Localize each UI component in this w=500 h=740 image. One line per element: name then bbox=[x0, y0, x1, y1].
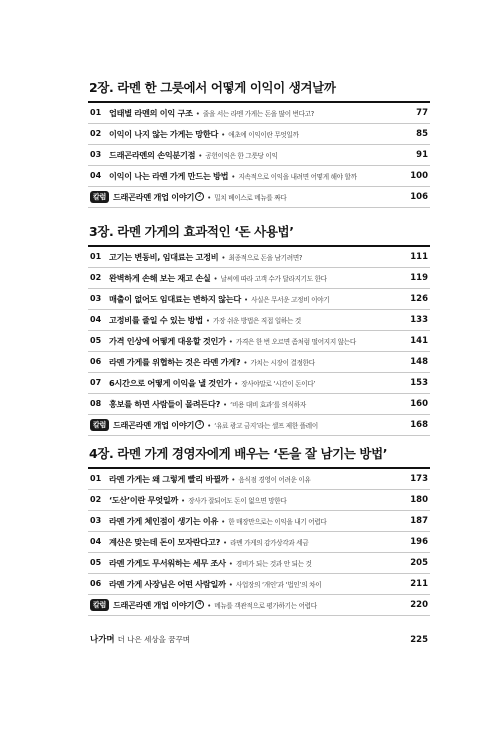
bullet-separator: • bbox=[205, 317, 211, 325]
entry-number: 04 bbox=[90, 315, 102, 324]
entry-title: 드래곤라멘의 손익분기점 bbox=[109, 150, 196, 160]
page-number: 196 bbox=[410, 537, 428, 547]
entry-subtitle: 가격은 한 번 오르면 좀처럼 떨어지지 않는다 bbox=[235, 338, 356, 346]
chapter-title: 2장. 라멘 한 그릇에서 어떻게 이익이 생겨날까 bbox=[89, 80, 336, 95]
page-number: 180 bbox=[410, 495, 428, 505]
entry-number: 05 bbox=[90, 336, 102, 345]
page-number: 91 bbox=[416, 150, 428, 160]
entry-number: 02 bbox=[90, 495, 102, 504]
column-badge: 칼럼 bbox=[90, 419, 109, 431]
toc-entry[interactable] bbox=[88, 289, 430, 310]
entry-subtitle: 장사야말로 ‘시간이 돈이다’ bbox=[241, 380, 316, 388]
page-number: 168 bbox=[410, 420, 428, 430]
bullet-separator: • bbox=[221, 518, 226, 526]
entry-title: 라멘 가게 사장님은 어떤 사람일까 bbox=[109, 579, 226, 589]
bullet-separator: • bbox=[195, 110, 200, 118]
toc-entry[interactable] bbox=[88, 124, 430, 145]
bullet-separator: • bbox=[221, 254, 226, 262]
entry-title: 매출이 없어도 임대료는 변하지 않는다 bbox=[109, 294, 241, 304]
toc-entry[interactable] bbox=[88, 310, 430, 331]
entry-title: 라멘 가게 체인점이 생기는 이유 bbox=[109, 516, 219, 526]
column-title: 드래곤라멘 개업 이야기 bbox=[112, 192, 195, 202]
chapter-3 bbox=[88, 222, 430, 436]
column-entry[interactable] bbox=[88, 595, 430, 616]
column-subtitle: ‘유료 광고 금지’라는 셀프 제한 플레이 bbox=[214, 422, 318, 430]
entry-number: 04 bbox=[90, 537, 102, 546]
bullet-separator: • bbox=[207, 194, 212, 202]
page-number: 126 bbox=[410, 294, 428, 304]
chapter-4 bbox=[88, 444, 430, 616]
column-badge: 칼럼 bbox=[90, 599, 109, 611]
page-number: 106 bbox=[410, 192, 428, 202]
page-number: 100 bbox=[410, 171, 428, 181]
page-number: 148 bbox=[410, 357, 428, 367]
page-number: 77 bbox=[416, 108, 428, 118]
toc-entry[interactable] bbox=[88, 469, 430, 490]
bullet-separator: • bbox=[223, 539, 228, 547]
bullet-separator: • bbox=[231, 173, 236, 181]
toc-entry[interactable] bbox=[88, 145, 430, 166]
bullet-separator: • bbox=[231, 476, 236, 484]
entry-number: 07 bbox=[90, 378, 102, 387]
entry-number: 02 bbox=[90, 273, 102, 282]
circled-number: 2 bbox=[195, 192, 204, 201]
bullet-separator: • bbox=[243, 296, 249, 304]
column-title: 드래곤라멘 개업 이야기 bbox=[112, 420, 195, 430]
entry-title: 라멘 가게도 무서워하는 세무 조사 bbox=[109, 558, 226, 568]
entry-subtitle: 줄을 서는 라멘 가게는 돈을 많이 번다고? bbox=[202, 110, 314, 118]
entry-subtitle: 한 매장만으로는 이익을 내기 어렵다 bbox=[228, 518, 327, 526]
column-subtitle: 메뉴를 객관적으로 평가하기는 어렵다 bbox=[214, 602, 317, 610]
circled-number: 3 bbox=[195, 420, 204, 429]
chapter-2 bbox=[88, 78, 430, 208]
column-subtitle: 밀치 베이스로 메뉴를 짜다 bbox=[214, 194, 287, 202]
toc-entry[interactable] bbox=[88, 553, 430, 574]
entry-subtitle: 최종적으로 돈을 남기려면? bbox=[228, 254, 303, 262]
column-title: 드래곤라멘 개업 이야기 bbox=[112, 600, 195, 610]
entry-subtitle: 경비가 되는 것과 안 되는 것 bbox=[235, 560, 312, 568]
entry-number: 04 bbox=[90, 171, 102, 180]
entry-title: 이익이 나지 않는 가게는 망한다 bbox=[109, 129, 219, 139]
page-number: 153 bbox=[410, 378, 428, 388]
page-number: 133 bbox=[410, 315, 428, 325]
bullet-separator: • bbox=[234, 380, 239, 388]
toc-entry[interactable] bbox=[88, 331, 430, 352]
epilogue-title: 더 나은 세상을 꿈꾸며 bbox=[117, 635, 190, 644]
entry-subtitle: 음식점 경영이 어려운 이유 bbox=[238, 476, 311, 484]
entry-number: 06 bbox=[90, 357, 102, 366]
entry-number: 01 bbox=[90, 108, 102, 117]
page-number: 85 bbox=[416, 129, 428, 139]
entry-title: 가격 인상에 어떻게 대응할 것인가 bbox=[109, 336, 226, 346]
entry-subtitle: 날씨에 따라 고객 수가 달라지기도 한다 bbox=[220, 275, 327, 283]
bullet-separator: • bbox=[228, 560, 233, 568]
page-number: 225 bbox=[410, 635, 428, 645]
bullet-separator: • bbox=[221, 131, 226, 139]
entry-number: 02 bbox=[90, 129, 102, 138]
bullet-separator: • bbox=[213, 275, 218, 283]
entry-subtitle: 가치는 시장이 결정한다 bbox=[250, 359, 315, 367]
entry-title: 이익이 나는 라멘 가게 만드는 방법 bbox=[109, 171, 229, 181]
page-number: 111 bbox=[410, 252, 428, 262]
column-entry[interactable] bbox=[88, 415, 430, 436]
page-number: 160 bbox=[410, 399, 428, 409]
toc-entry[interactable] bbox=[88, 166, 430, 187]
entry-number: 06 bbox=[90, 579, 102, 588]
entry-title: 고정비를 줄일 수 있는 방법 bbox=[109, 315, 203, 325]
page-number: 211 bbox=[410, 579, 428, 589]
bullet-separator: • bbox=[198, 152, 203, 160]
page-number: 187 bbox=[410, 516, 428, 526]
page-number: 220 bbox=[410, 600, 428, 610]
entry-number: 03 bbox=[90, 150, 102, 159]
entry-title: 완벽하게 손해 보는 재고 손실 bbox=[109, 273, 211, 283]
toc-entry[interactable] bbox=[88, 394, 430, 415]
column-entry[interactable] bbox=[88, 187, 430, 208]
toc-entry[interactable] bbox=[88, 511, 430, 532]
epilogue-entry[interactable] bbox=[88, 630, 430, 650]
page-number: 141 bbox=[410, 336, 428, 346]
entry-subtitle: 사업장의 ‘개인’과 ‘법인’의 차이 bbox=[235, 581, 322, 589]
entry-subtitle: 라멘 가게의 감가상각과 세금 bbox=[230, 539, 309, 547]
entry-subtitle: 사실은 무서운 고정비 이야기 bbox=[251, 296, 330, 304]
toc-entry[interactable] bbox=[88, 247, 430, 268]
toc-entry[interactable] bbox=[88, 532, 430, 553]
entry-subtitle: 장사가 잘되어도 돈이 없으면 망한다 bbox=[188, 497, 287, 505]
toc-entry[interactable] bbox=[88, 268, 430, 289]
entry-title: 라멘 가게는 왜 그렇게 빨리 바뀔까 bbox=[109, 474, 229, 484]
entry-number: 03 bbox=[90, 516, 102, 525]
entry-title: 홍보를 하면 사람들이 몰려든다? bbox=[109, 399, 221, 409]
entry-number: 01 bbox=[90, 252, 102, 261]
circled-number: 4 bbox=[195, 600, 204, 609]
bullet-separator: • bbox=[223, 401, 228, 409]
entry-subtitle: 공헌이익은 한 그릇당 이익 bbox=[205, 152, 278, 160]
bullet-separator: • bbox=[207, 602, 212, 610]
entry-subtitle: 애초에 이익이란 무엇일까 bbox=[228, 131, 299, 139]
column-badge: 칼럼 bbox=[90, 191, 109, 203]
entry-title: 6시간으로 어떻게 이익을 낼 것인가 bbox=[109, 378, 232, 388]
entry-number: 05 bbox=[90, 558, 102, 567]
entry-subtitle: 가장 쉬운 방법은 직접 일하는 것 bbox=[213, 317, 301, 325]
entry-title: ‘도산’이란 무엇일까 bbox=[109, 495, 179, 505]
epilogue-label: 나가며 bbox=[90, 635, 115, 645]
entry-subtitle: 지속적으로 이익을 내려면 어떻게 해야 할까 bbox=[238, 173, 357, 181]
entry-title: 업태별 라멘의 이익 구조 bbox=[109, 108, 193, 118]
toc-entry[interactable] bbox=[88, 490, 430, 511]
entry-subtitle: ‘비용 대비 효과’를 의식하자 bbox=[230, 401, 306, 409]
page-number: 119 bbox=[410, 273, 428, 283]
entry-number: 03 bbox=[90, 294, 102, 303]
entry-title: 라멘 가게를 위협하는 것은 라멘 가게? bbox=[109, 357, 241, 367]
bullet-separator: • bbox=[228, 338, 233, 346]
chapter-title: 4장. 라멘 가게 경영자에게 배우는 ‘돈을 잘 남기는 방법’ bbox=[89, 446, 388, 461]
bullet-separator: • bbox=[207, 422, 212, 430]
bullet-separator: • bbox=[243, 359, 248, 367]
toc-entry[interactable] bbox=[88, 103, 430, 124]
entry-title: 계산은 맞는데 돈이 모자란다고? bbox=[109, 537, 221, 547]
page-number: 205 bbox=[410, 558, 428, 568]
entry-number: 08 bbox=[90, 399, 102, 408]
entry-title: 고기는 변동비, 임대료는 고정비 bbox=[109, 252, 219, 262]
chapter-title: 3장. 라멘 가게의 효과적인 ‘돈 사용법’ bbox=[89, 224, 294, 239]
toc-entry[interactable] bbox=[88, 373, 430, 394]
bullet-separator: • bbox=[228, 581, 233, 589]
entry-number: 01 bbox=[90, 474, 102, 483]
toc-entry[interactable] bbox=[88, 352, 430, 373]
toc-entry[interactable] bbox=[88, 574, 430, 595]
page-number: 173 bbox=[410, 474, 428, 484]
bullet-separator: • bbox=[181, 497, 186, 505]
